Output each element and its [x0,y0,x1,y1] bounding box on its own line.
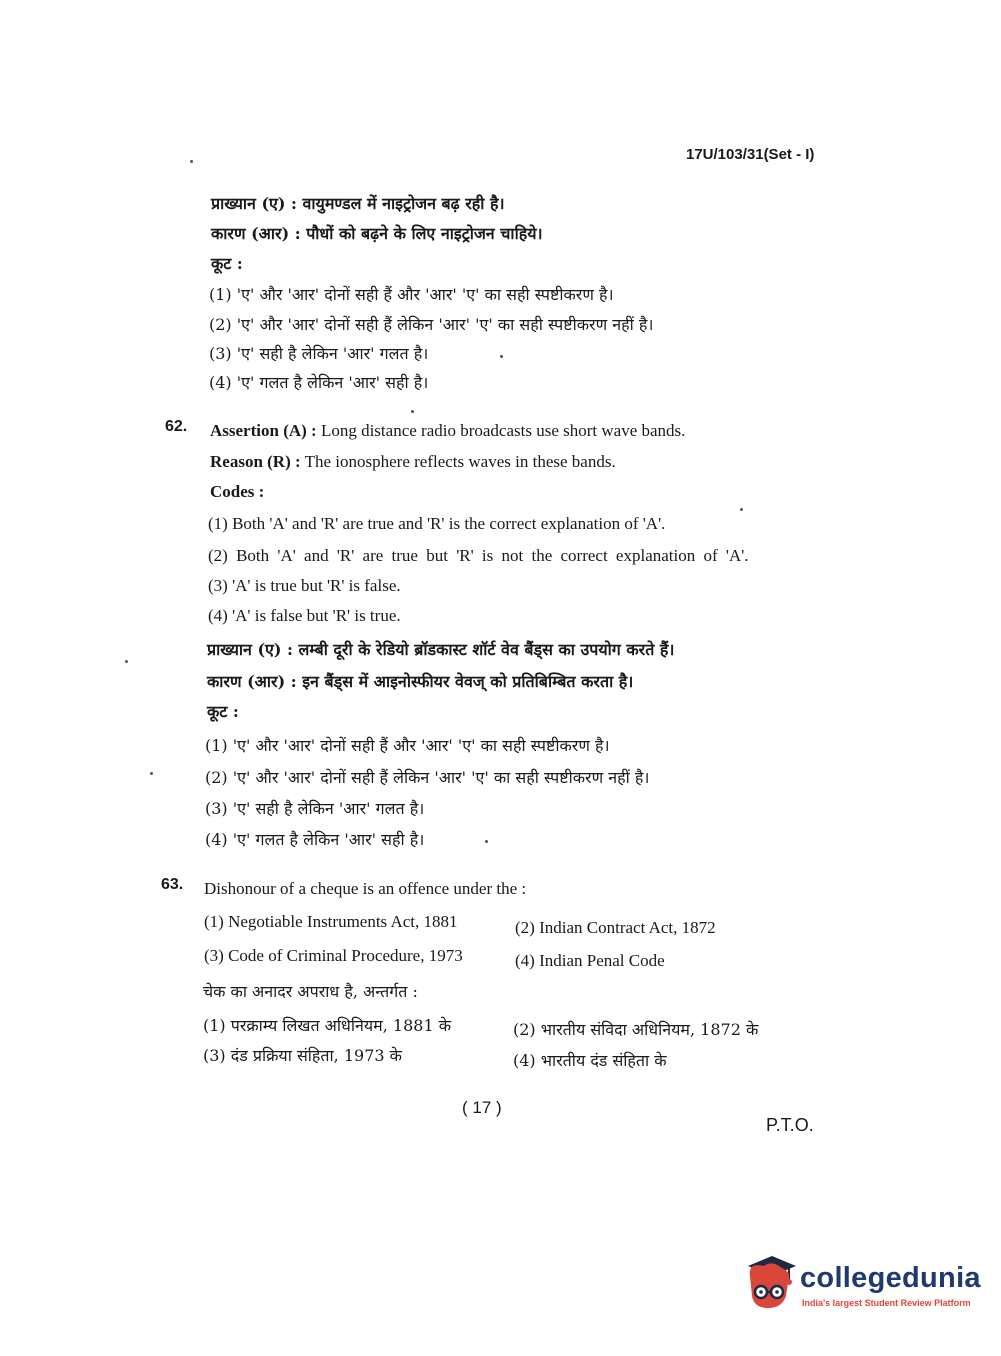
q63-option-1: (1) Negotiable Instruments Act, 1881 [204,912,458,931]
q61-option-3: (3) 'ए' सही है लेकिन 'आर' गलत है। [209,344,429,363]
q62-option-3-hindi: (3) 'ए' सही है लेकिन 'आर' गलत है। [205,799,425,818]
q61-option-2: (2) 'ए' और 'आर' दोनों सही हैं लेकिन 'आर' 'ए' का सही स्पष्टीकरण नहीं है। [209,315,654,334]
q62-assertion [210,421,685,441]
q62-option-4: (4) 'A' is false but 'R' is true. [208,606,401,625]
q62-assertion-text: Long distance radio broadcasts use short wave bands. [320,421,686,440]
q63-option-2-hindi: (2) भारतीय संविदा अधिनियम, 1872 के [513,1020,759,1039]
page-number: ( 17 ) [462,1098,502,1117]
q61-option-1: (1) 'ए' और 'आर' दोनों सही हैं और 'आर' 'ए' का सही स्पष्टीकरण है। [209,285,614,304]
speck [190,160,193,163]
q62-codes-label: Codes : [210,482,265,501]
mascot-icon [742,1252,798,1310]
pto-label: P.T.O. [766,1115,814,1135]
q63-stem: Dishonour of a cheque is an offence under the : [204,879,527,898]
speck [485,840,488,843]
speck [150,772,153,775]
q61-assertion-hindi: प्राख्यान (ए) : वायुमण्डल में नाइट्रोजन बढ़ रही है। [211,194,505,213]
q62-reason-text: The ionosphere reflects waves in these bands. [304,452,616,471]
q62-number: 62. [165,418,188,435]
q62-assertion-label: Assertion (A) : [210,421,317,440]
q62-option-1: (1) Both 'A' and 'R' are true and 'R' is the correct explanation of 'A'. [208,514,666,533]
q61-option-4: (4) 'ए' गलत है लेकिन 'आर' सही है। [209,373,429,392]
q62-option-3: (3) 'A' is true but 'R' is false. [208,576,401,595]
collegedunia-logo[interactable] [742,1252,981,1314]
q62-option-4-hindi: (4) 'ए' गलत है लेकिन 'आर' सही है। [205,830,425,849]
q61-codes-label: कूट : [211,254,243,273]
speck [125,660,128,663]
q62-reason-hindi: कारण (आर) : इन बैंड्स में आइनोस्फीयर वेवज् को प्रतिबिम्बित करता है। [207,672,634,691]
q63-option-2: (2) Indian Contract Act, 1872 [515,918,716,937]
q62-assertion-hindi: प्राख्यान (ए) : लम्बी दूरी के रेडियो ब्रॉडकास्ट शॉर्ट वेव बैंड्स का उपयोग करते हैं। [207,640,675,659]
q62-option-1-hindi: (1) 'ए' और 'आर' दोनों सही हैं और 'आर' 'ए' का सही स्पष्टीकरण है। [205,736,610,755]
q62-codes-label-hindi: कूट : [207,702,239,721]
q61-reason-hindi: कारण (आर) : पौधों को बढ़ने के लिए नाइट्रोजन चाहिये। [211,224,543,243]
q63-stem-hindi: चेक का अनादर अपराध है, अन्तर्गत : [203,982,418,1001]
logo-tagline: India's largest Student Review Platform [802,1298,971,1308]
q62-reason-label: Reason (R) : [210,452,301,471]
q63-option-4: (4) Indian Penal Code [515,951,665,970]
q63-option-3: (3) Code of Criminal Procedure, 1973 [204,946,463,965]
q63-option-4-hindi: (4) भारतीय दंड संहिता के [513,1051,667,1070]
q62-option-2: (2) Both 'A' and 'R' are true but 'R' is not the correct explanation of 'A'. [208,546,749,565]
speck [411,410,414,413]
q63-option-3-hindi: (3) दंड प्रक्रिया संहिता, 1973 के [203,1046,402,1065]
paper-code: 17U/103/31(Set - I) [686,146,815,163]
logo-wordmark: collegedunia [800,1262,981,1294]
q63-number: 63. [161,876,184,893]
speck [740,508,743,511]
q62-reason [210,452,616,472]
speck [500,355,503,358]
q62-option-2-hindi: (2) 'ए' और 'आर' दोनों सही हैं लेकिन 'आर' 'ए' का सही स्पष्टीकरण नहीं है। [205,768,650,787]
q63-option-1-hindi: (1) परक्राम्य लिखत अधिनियम, 1881 के [203,1016,452,1035]
